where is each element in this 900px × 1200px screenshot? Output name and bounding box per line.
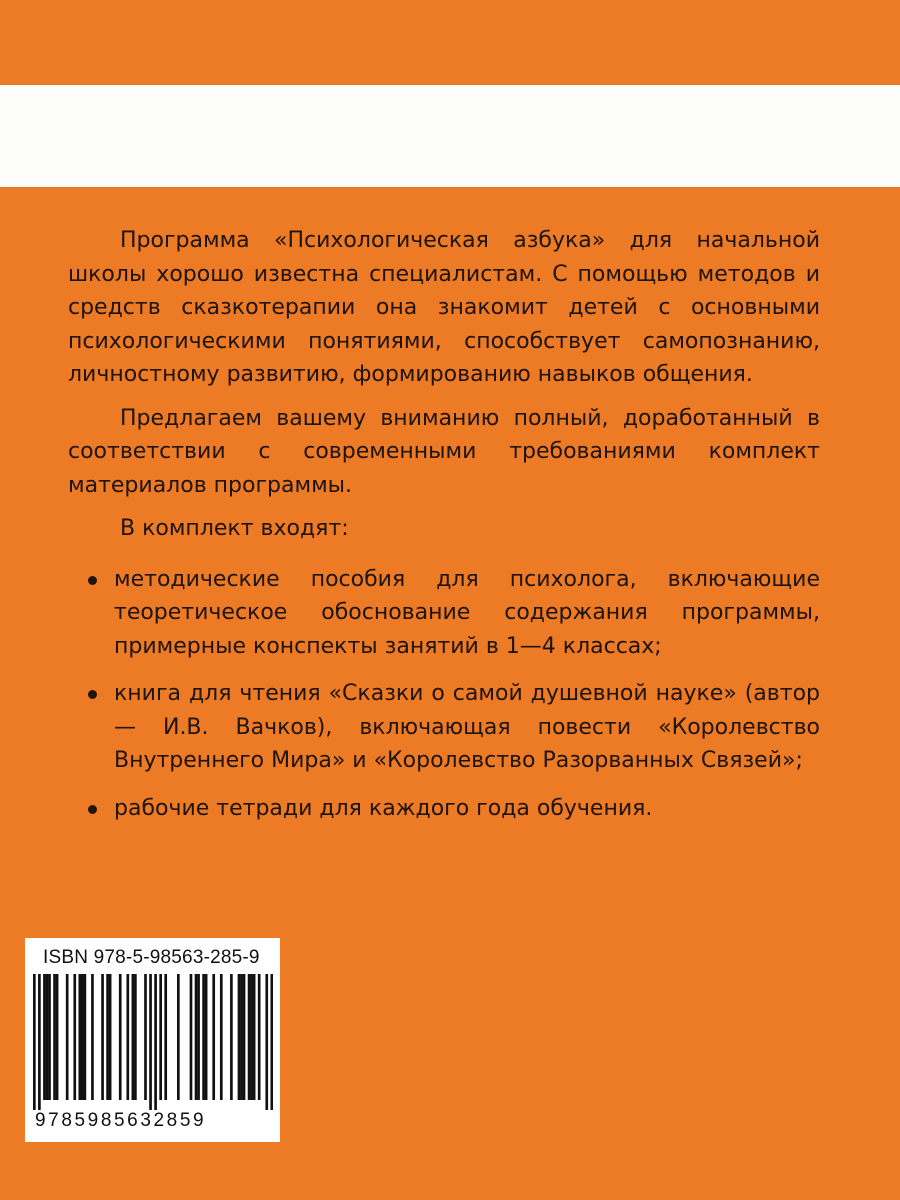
barcode-bar — [101, 974, 104, 1100]
kit-contents-list — [68, 563, 820, 826]
barcode-bar — [270, 974, 273, 1110]
barcode-bar — [73, 974, 76, 1100]
barcode-bar — [205, 974, 208, 1100]
barcode-bar — [250, 974, 253, 1100]
intro-paragraph: Программа «Психологическая азбука» для начальной школы хорошо известна специалистам. С помощью методов и средств сказкотерапии она знакомит детей с основными психологическими понятиями, способствует самопознанию, личностному развитию, формированию навыков общения. — [68, 228, 820, 387]
list-item-text: рабочие тетради для каждого года обучения. — [114, 795, 653, 821]
bullet-icon — [88, 805, 97, 814]
barcode-bar — [53, 974, 56, 1100]
list-item-text: книга для чтения «Сказки о самой душевной науке» (автор — И.В. Вачков), включающая повести «Королевство Внутреннего Мира» и «Королевство Разорванных Связей»; — [114, 681, 820, 773]
barcode-bar — [177, 974, 180, 1100]
barcode-bar — [154, 974, 157, 1110]
barcode-bar — [202, 974, 205, 1100]
list-item-text: методические пособия для психолога, включающие теоретическое обоснование содержания программы, примерные конспекты занятий в 1—4 классах; — [114, 566, 820, 659]
bullet-icon — [88, 690, 97, 699]
barcode-bar — [43, 974, 46, 1100]
barcode-bar — [119, 974, 122, 1100]
barcode-bar — [132, 974, 135, 1100]
isbn-label: ISBN 978-5-98563-285-9 — [43, 947, 260, 968]
isbn-barcode — [25, 938, 280, 1142]
barcode-bar — [238, 974, 241, 1100]
barcode-bar — [91, 974, 94, 1100]
barcode-bar — [164, 974, 167, 1100]
barcode-bars-icon — [33, 974, 273, 1110]
barcode-bar — [144, 974, 147, 1100]
barcode-bar — [149, 974, 152, 1110]
description-text — [68, 224, 820, 825]
barcode-bar — [134, 974, 137, 1100]
offer-paragraph: Предлагаем вашему вниманию полный, доработанный в соответствии с современными требованиями комплект материалов программы. — [68, 405, 820, 498]
barcode-bar — [258, 974, 261, 1100]
barcode-bar — [81, 974, 84, 1100]
white-band — [0, 85, 900, 187]
barcode-bar — [265, 974, 268, 1110]
kit-contents-heading: В комплект входят: — [120, 516, 349, 541]
barcode-bar — [56, 974, 59, 1100]
barcode-bar — [159, 974, 162, 1100]
barcode-bar — [109, 974, 112, 1100]
barcode-digits: 9785985632859 — [35, 1110, 207, 1131]
list-item — [114, 677, 820, 778]
barcode-bar — [212, 974, 215, 1100]
list-item — [114, 792, 820, 826]
barcode-bar — [38, 974, 41, 1110]
barcode-bar — [253, 974, 256, 1100]
barcode-bar — [220, 974, 223, 1100]
barcode-bar — [243, 974, 246, 1100]
barcode-bar — [230, 974, 233, 1100]
barcode-bar — [190, 974, 193, 1100]
barcode-bar — [197, 974, 200, 1100]
barcode-bar — [106, 974, 109, 1100]
barcode-bar — [248, 974, 251, 1100]
barcode-bar — [48, 974, 51, 1100]
barcode-bar — [66, 974, 69, 1100]
list-item — [114, 563, 820, 664]
barcode-bar — [33, 974, 36, 1110]
bullet-icon — [88, 576, 97, 585]
barcode-bar — [84, 974, 87, 1100]
barcode-bar — [195, 974, 198, 1100]
barcode-bar — [240, 974, 243, 1100]
barcode-bar — [46, 974, 49, 1100]
barcode-bar — [78, 974, 81, 1100]
barcode-bar — [126, 974, 129, 1100]
